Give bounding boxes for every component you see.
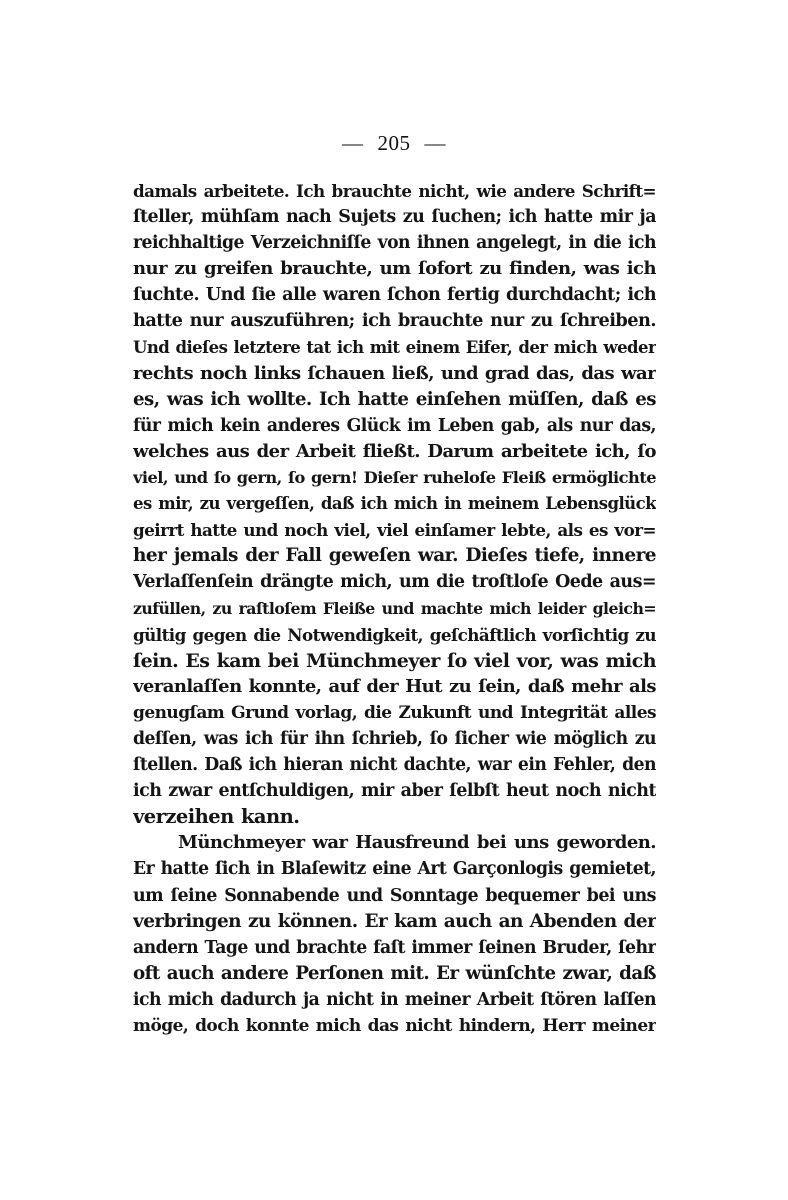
text-line: Er hatte ſich in Blaſewitz eine Art Garçonlogis gemietet, [133,859,656,880]
text-line: her jemals der Fall geweſen war. Dieſes tiefe, innere [133,545,656,567]
text-line: rechts noch links ſchauen ließ, und grad das, das war [133,362,656,384]
text-line: verbringen zu können. Er kam auch an Abenden der [133,910,656,932]
text-line: ſteller, mühſam nach Sujets zu ſuchen; ich hatte mir ja [133,207,656,228]
text-line: reichhaltige Verzeichniſſe von ihnen angelegt, in die ich [133,233,656,254]
page-number [0,128,788,158]
page-number-dash-left: — [342,131,364,155]
text-line: genugſam Grund vorlag, die Zukunft und Integrität alles [133,702,656,723]
text-line: ſuchte. Und ſie alle waren ſchon fertig durchdacht; ich [133,284,656,306]
text-line: geirrt hatte und noch viel, viel einſamer lebte, als es vor= [133,520,656,541]
text-line: Und dieſes letztere tat ich mit einem Eifer, der mich weder [133,337,656,357]
text-line: damals arbeitete. Ich brauchte nicht, wie andere Schrift= [133,181,656,201]
text-line: zufüllen, zu raſtloſem Fleiße und machte mich leider gleich= [133,598,656,618]
text-line: für mich kein anderes Glück im Leben gab, als nur das, [133,415,656,436]
text-line: hatte nur auszuführen; ich brauchte nur zu ſchreiben. [133,310,656,332]
text-line: Münchmeyer war Hausfreund bei uns geworden. [178,832,656,854]
text-line: ſein. Es kam bei Münchmeyer ſo viel vor, was mich [133,649,656,672]
text-line: es mir, zu vergeſſen, daß ich mich in meinem Lebensglück [133,494,656,514]
text-line: oft auch andere Perſonen mit. Er wünſchte zwar, daß [133,962,656,984]
text-line: um ſeine Sonnabende und Sonntage bequemer bei uns [133,885,656,906]
page-number-value: 205 [377,131,411,155]
paragraph-2 [133,830,656,1039]
text-line: verzeihen kann. [133,805,300,829]
text-line: viel, und ſo gern, ſo gern! Dieſer ruheloſe Fleiß ermöglichte [133,468,656,488]
text-line: möge, doch konnte mich das nicht hindern, Herr meiner [133,1016,656,1036]
text-line: veranlaſſen konnte, auf der Hut zu ſein, daß mehr als [133,675,656,697]
body-text [133,178,656,1039]
text-line: Verlaſſenſein drängte mich, um die troſtloſe Oede aus= [133,572,656,593]
text-line: es, was ich wollte. Ich hatte einſehen müſſen, daß es [133,388,656,410]
text-line: deſſen, was ich für ihn ſchrieb, ſo ſicher wie möglich zu [133,728,656,749]
text-line: ſtellen. Daß ich hieran nicht dachte, war ein Fehler, den [133,755,656,776]
text-line: ich zwar entſchuldigen, mir aber ſelbſt heut noch nicht [133,781,656,802]
text-line: welches aus der Arbeit fließt. Darum arbeitete ich, ſo [133,440,656,462]
text-line: ich mich dadurch ja nicht in meiner Arbeit ſtören laſſen [133,989,656,1010]
page-number-dash-right: — [424,131,446,155]
text-line: gültig gegen die Notwendigkeit, geſchäftlich vorſichtig zu [133,624,656,645]
text-line: andern Tage und brachte faſt immer ſeinen Bruder, ſehr [133,937,656,958]
paragraph-1 [133,178,656,830]
text-line: nur zu greifen brauchte, um ſofort zu finden, was ich [133,258,656,280]
